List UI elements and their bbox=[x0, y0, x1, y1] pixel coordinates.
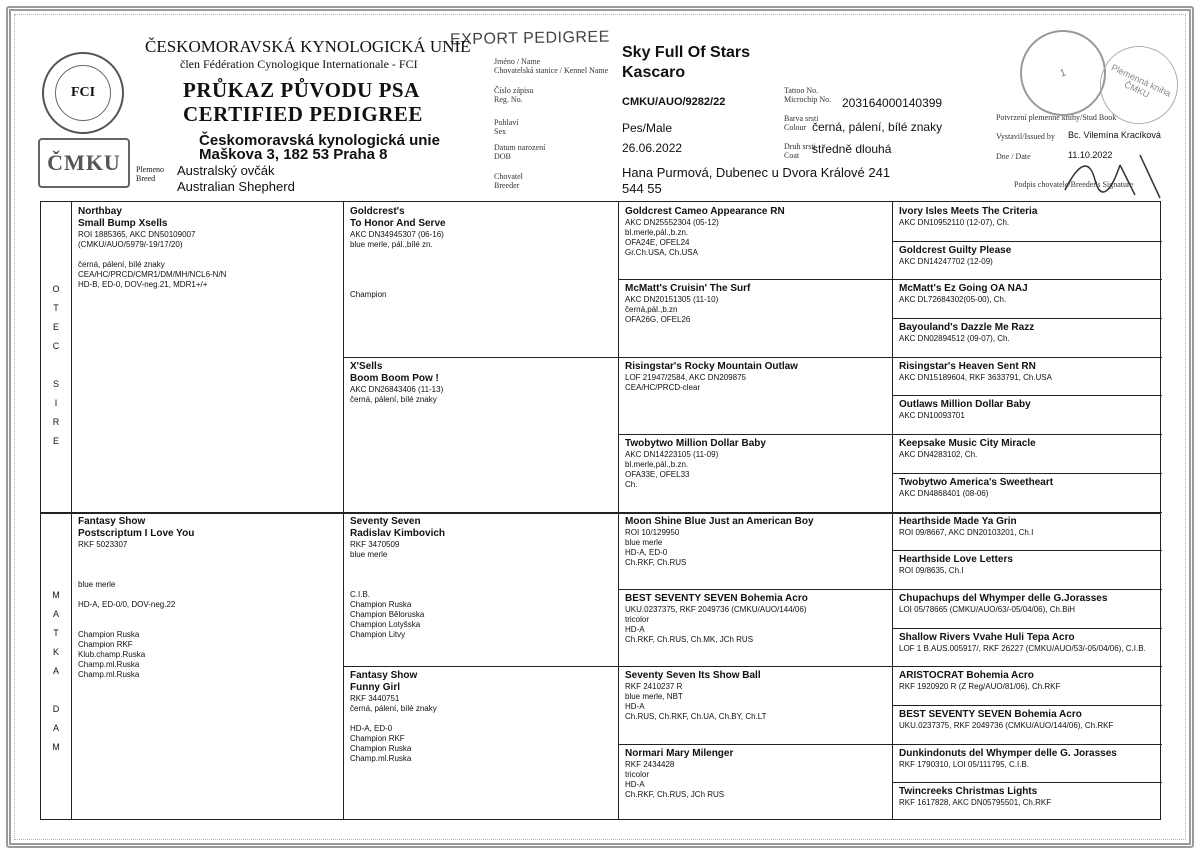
ancestor-name: Shallow Rivers Vvahe Huli Tepa Acro bbox=[899, 631, 1075, 643]
ancestor-detail: RKF 1617828, AKC DN05795501, Ch.RKF bbox=[899, 798, 1052, 808]
side-letter: C bbox=[52, 341, 60, 351]
ancestor-name: Ivory Isles Meets The Criteria bbox=[899, 206, 1038, 217]
ancestor-detail: AKC DN14247702 (12-09) bbox=[899, 256, 993, 266]
ancestor-detail: blue merle bbox=[78, 579, 116, 589]
ancestor-detail: C.I.B. bbox=[350, 589, 371, 599]
ancestor-detail: LOF 21947/2584, AKC DN209875 bbox=[625, 372, 746, 382]
ancestor-detail: ROI 09/8635, Ch.I bbox=[899, 566, 964, 576]
pedigree-cell-gen4 bbox=[893, 589, 1162, 628]
row-divider bbox=[892, 434, 1162, 435]
pedigree-cell-gen2 bbox=[344, 202, 618, 357]
ancestor-detail: RKF 3440751 bbox=[350, 694, 400, 704]
breed-english: Australian Shepherd bbox=[177, 179, 295, 194]
ancestor-detail bbox=[350, 570, 612, 580]
ancestor-detail bbox=[350, 580, 612, 590]
pedigree-cell-gen4 bbox=[893, 512, 1162, 551]
side-letter: I bbox=[54, 398, 58, 408]
ancestor-detail: HD-A, ED-0/0, DOV-neg.22 bbox=[78, 599, 176, 609]
ancestor-name: X'Sells bbox=[350, 360, 383, 372]
ancestor-detail: blue merle bbox=[350, 549, 388, 559]
dog-dob: 26.06.2022 bbox=[622, 141, 683, 155]
pedigree-cell-gen3 bbox=[619, 512, 892, 589]
ancestor-detail: ROI 09/8667, AKC DN20103201, Ch.I bbox=[899, 527, 1034, 537]
ancestor-detail: Champ.ml.Ruska bbox=[350, 754, 412, 764]
reg-number: CMKU/AUO/9282/22 bbox=[622, 96, 726, 108]
side-letter: M bbox=[52, 742, 60, 752]
ancestor-name: Twobytwo Million Dollar Baby bbox=[625, 438, 766, 450]
ancestor-detail: černá, pálení, bílé znaky bbox=[78, 260, 165, 269]
ancestor-detail: UKU.0237375, RKF 2049736 (CMKU/AUO/144/06), Ch.RKF bbox=[899, 720, 1114, 730]
pedigree-cell-gen3 bbox=[619, 666, 892, 743]
ancestor-detail bbox=[350, 260, 612, 270]
side-letter: T bbox=[53, 628, 59, 638]
ancestor-detail: černá, pálení, bílé znaky bbox=[350, 394, 437, 404]
ancestor-name: Seventy Seven bbox=[350, 515, 421, 527]
ancestor-detail: ROI 1885365, AKC DN50109007 bbox=[78, 230, 196, 239]
ancestor-name: Dunkindonuts del Whymper delle G. Jorasses bbox=[899, 747, 1117, 759]
ancestor-name: Hearthside Made Ya Grin bbox=[899, 515, 1017, 527]
ancestor-detail: AKC DN4868401 (08-06) bbox=[899, 488, 989, 498]
dob-label: Datum narození DOB bbox=[494, 143, 546, 161]
ancestor-detail: černá, pálení, bílé znaky bbox=[350, 704, 437, 714]
ancestor-detail bbox=[78, 250, 337, 260]
breeder-postcode: 544 55 bbox=[622, 181, 662, 196]
pedigree-cell-gen4 bbox=[893, 279, 1162, 318]
ancestor-name: Northbay bbox=[78, 206, 122, 217]
ancestor-detail: AKC DN34945307 (06-16) bbox=[350, 230, 444, 239]
pedigree-cell-gen4 bbox=[893, 628, 1162, 667]
ancestor-detail: AKC DN26843406 (11-13) bbox=[350, 384, 444, 394]
ancestor-name: BEST SEVENTY SEVEN Bohemia Acro bbox=[899, 708, 1082, 720]
side-letter: A bbox=[52, 723, 59, 733]
dog-kennel: Kascaro bbox=[622, 64, 686, 81]
ancestor-detail: Champion Běloruska bbox=[350, 609, 425, 619]
ancestor-detail: LOI 05/78665 (CMKU/AUO/63/-05/04/06), Ch.BiH bbox=[899, 604, 1076, 614]
ancestor-detail bbox=[78, 550, 337, 560]
pedigree-cell-gen1 bbox=[72, 202, 343, 512]
pedigree-cell-gen3 bbox=[619, 434, 892, 511]
side-letter: A bbox=[52, 666, 59, 676]
ancestor-detail: HD-A bbox=[625, 624, 645, 634]
row-divider bbox=[892, 705, 1162, 706]
side-letter: O bbox=[52, 284, 60, 294]
ancestor-detail: HD-A bbox=[625, 702, 645, 712]
ancestor-detail: Champion Litvy bbox=[350, 629, 406, 639]
ancestor-detail: RKF 5023307 bbox=[78, 539, 128, 549]
ancestor-name: ARISTOCRAT Bohemia Acro bbox=[899, 670, 1034, 682]
export-pedigree-label: EXPORT PEDIGREE bbox=[449, 28, 610, 49]
side-letter: T bbox=[53, 303, 59, 313]
signature bbox=[1060, 150, 1170, 200]
ancestor-name: Risingstar's Heaven Sent RN bbox=[899, 360, 1036, 372]
logo-area bbox=[38, 52, 130, 188]
ancestor-detail: Champion bbox=[350, 290, 387, 299]
ancestor-detail bbox=[350, 560, 612, 570]
ancestor-name: Hearthside Love Letters bbox=[899, 554, 1013, 566]
ancestor-detail: Champ.ml.Ruska bbox=[78, 669, 140, 679]
ancestor-name: Goldcrest's bbox=[350, 206, 405, 217]
microchip-label: Tattoo No. Microchip No. bbox=[784, 86, 832, 104]
ancestor-detail: Champion RKF bbox=[350, 734, 405, 744]
side-letter: M bbox=[52, 590, 60, 600]
ancestor-detail bbox=[78, 560, 337, 570]
pedigree-cell-gen4 bbox=[893, 202, 1162, 241]
name-label: Jméno / Name Chovatelská stanice / Kennel Name bbox=[494, 57, 609, 75]
pedigree-cell-gen4 bbox=[893, 434, 1162, 473]
cmku-logo: ČMKU bbox=[38, 138, 130, 188]
pedigree-cell-gen2 bbox=[344, 512, 618, 667]
ancestor-name: Twincreeks Christmas Lights bbox=[899, 786, 1038, 798]
dog-colour: černá, pálení, bílé znaky bbox=[812, 120, 943, 134]
ancestor-detail: (CMKU/AUO/5979/-19/17/20) bbox=[78, 240, 183, 249]
pedigree-cell-gen4 bbox=[893, 395, 1162, 434]
stamp-number: 1 bbox=[1058, 66, 1068, 80]
ancestor-detail: AKC DN10093701 bbox=[899, 411, 965, 421]
ancestor-detail: Gr.Ch.USA, Ch.USA bbox=[625, 248, 698, 257]
issued-by-label: Vystavil/Issued by bbox=[996, 132, 1055, 141]
pedigree-cell-gen2 bbox=[344, 357, 618, 512]
ancestor-detail bbox=[350, 250, 612, 260]
ancestor-detail bbox=[350, 714, 612, 724]
stud-book-stamp: Plemenná kniha ČMKU bbox=[1087, 33, 1191, 137]
ancestor-detail: blue merle, NBT bbox=[625, 692, 683, 702]
coat-label: Druh srsti Coat bbox=[784, 142, 816, 160]
ancestor-name: Twobytwo America's Sweetheart bbox=[899, 476, 1054, 488]
ancestor-detail: tricolor bbox=[625, 769, 650, 779]
pedigree-cell-gen4 bbox=[893, 666, 1162, 705]
row-divider bbox=[892, 744, 1162, 745]
side-letter: K bbox=[52, 647, 59, 657]
ancestor-detail: blue merle bbox=[625, 537, 663, 547]
colour-label: Barva srsti Colour bbox=[784, 114, 819, 132]
ancestor-detail: LOF 1 B.AUS.005917/, RKF 26227 (CMKU/AUO/53/-05/04/06), C.I.B. bbox=[899, 643, 1146, 653]
breeder-label: Chovatel Breeder bbox=[494, 172, 523, 190]
date-label: Dne / Date bbox=[996, 152, 1031, 161]
ancestor-detail: CEA/HC/PRCD/CMR1/DM/MH/NCL6-N/N bbox=[78, 270, 227, 279]
pedigree-cell-gen1 bbox=[72, 512, 343, 822]
pedigree-table bbox=[40, 201, 1161, 820]
ancestor-detail: AKC DN20151305 (11-10) bbox=[625, 295, 719, 305]
ancestor-detail: RKF 1790310, LOI 05/111795, C.I.B. bbox=[899, 759, 1030, 769]
ancestor-detail: Champion Ruska bbox=[350, 744, 412, 754]
row-divider bbox=[892, 628, 1162, 629]
ancestor-detail: AKC DN15189604, RKF 3633791, Ch.USA bbox=[899, 372, 1052, 382]
row-divider bbox=[892, 473, 1162, 474]
ancestor-name: Funny Girl bbox=[350, 682, 400, 694]
pedigree-cell-gen4 bbox=[893, 241, 1162, 280]
ancestor-detail: OFA24E, OFEL24 bbox=[625, 238, 690, 247]
side-letter: A bbox=[52, 609, 59, 619]
ancestor-detail: HD-A, ED-0 bbox=[350, 724, 393, 734]
ancestor-detail: Ch.RKF, Ch.RUS bbox=[625, 557, 687, 567]
ancestor-detail: Ch.RKF, Ch.RUS, JCh RUS bbox=[625, 789, 725, 799]
ancestor-name: Small Bump Xsells bbox=[78, 218, 168, 229]
row-divider bbox=[892, 782, 1162, 783]
row-divider bbox=[892, 241, 1162, 242]
microchip-number: 203164000140399 bbox=[842, 96, 943, 110]
ancestor-detail: UKU.0237375, RKF 2049736 (CMKU/AUO/144/06) bbox=[625, 604, 807, 614]
ancestor-detail: AKC DN02894512 (09-07), Ch. bbox=[899, 334, 1010, 344]
pedigree-cell-gen2 bbox=[344, 666, 618, 821]
ancestor-detail: HD-A bbox=[625, 779, 645, 789]
row-divider bbox=[892, 357, 1162, 358]
ancestor-name: McMatt's Ez Going OA NAJ bbox=[899, 283, 1028, 295]
ancestor-detail: blue merle, pál.,bílé zn. bbox=[350, 240, 433, 249]
ancestor-name: Moon Shine Blue Just an American Boy bbox=[625, 515, 814, 527]
row-divider bbox=[892, 589, 1162, 590]
breeder-address: Hana Purmová, Dubenec u Dvora Králové 241 bbox=[622, 165, 891, 180]
ancestor-name: Bayouland's Dazzle Me Razz bbox=[899, 322, 1035, 334]
org-address: Maškova 3, 182 53 Praha 8 bbox=[199, 146, 388, 163]
ancestor-name: Outlaws Million Dollar Baby bbox=[899, 399, 1031, 411]
ancestor-detail: Champion Ruska bbox=[78, 629, 140, 639]
ancestor-name: Fantasy Show bbox=[78, 515, 146, 527]
ancestor-detail bbox=[78, 590, 337, 600]
ancestor-name: McMatt's Cruisin' The Surf bbox=[625, 283, 751, 295]
reg-label: Číslo zápisu Reg. No. bbox=[494, 86, 534, 104]
issue-date: 11.10.2022 bbox=[1068, 150, 1113, 160]
ancestor-detail: Ch.RUS, Ch.RKF, Ch.UA, Ch.BY, Ch.LT bbox=[625, 712, 767, 722]
org-fci-member: člen Fédération Cynologique Internationale - FCI bbox=[180, 57, 418, 71]
dog-sex: Pes/Male bbox=[622, 121, 673, 135]
stud-book-label: Potvrzení plemenné knihy/Stud Book bbox=[996, 113, 1117, 122]
ancestor-name: Boom Boom Pow ! bbox=[350, 372, 439, 384]
ancestor-detail: RKF 2434428 bbox=[625, 759, 675, 769]
ancestor-detail: HD-B, ED-0, DOV-neg.21, MDR1+/+ bbox=[78, 280, 208, 289]
ancestor-detail bbox=[78, 620, 337, 630]
org-name: Českomoravská kynologická unie bbox=[199, 132, 440, 149]
ancestor-name: Seventy Seven Its Show Ball bbox=[625, 670, 761, 682]
pedigree-cell-gen3 bbox=[619, 357, 892, 434]
breed-label: Plemeno Breed bbox=[136, 165, 164, 183]
ancestor-detail bbox=[350, 270, 612, 280]
ancestor-detail bbox=[78, 610, 337, 620]
ancestor-detail: AKC DN14223105 (11-09) bbox=[625, 450, 719, 460]
ancestor-name: Normari Mary Milenger bbox=[625, 747, 734, 759]
org-title: ČESKOMORAVSKÁ KYNOLOGICKÁ UNIE bbox=[145, 37, 471, 56]
ancestor-detail: OFA26G, OFEL26 bbox=[625, 315, 691, 325]
ancestor-detail: AKC DN25552304 (05-12) bbox=[625, 218, 719, 227]
side-letter: E bbox=[52, 436, 59, 446]
ancestor-detail: bl.merle,pál.,b.zn. bbox=[625, 228, 689, 237]
ancestor-detail: Ch.RKF, Ch.RUS, Ch.MK, JCh RUS bbox=[625, 634, 754, 644]
row-divider bbox=[892, 512, 1162, 513]
side-letter: R bbox=[52, 417, 60, 427]
ancestor-detail: Champion Lotyšska bbox=[350, 619, 421, 629]
ancestor-detail: HD-A, ED-0 bbox=[625, 547, 668, 557]
ancestor-name: To Honor And Serve bbox=[350, 218, 446, 229]
ancestor-name: Keepsake Music City Miracle bbox=[899, 438, 1036, 450]
ancestor-name: Goldcrest Guilty Please bbox=[899, 244, 1012, 256]
dog-coat: středně dlouhá bbox=[812, 142, 892, 156]
row-divider bbox=[892, 279, 1162, 280]
ancestor-name: Chupachups del Whymper delle G.Jorasses bbox=[899, 592, 1108, 604]
ancestor-detail: Ch. bbox=[625, 480, 638, 490]
ancestor-detail: Champion RKF bbox=[78, 639, 133, 649]
ancestor-name: Goldcrest Cameo Appearance RN bbox=[625, 206, 785, 217]
ancestor-detail: tricolor bbox=[625, 614, 650, 624]
signature-label: Podpis chovatele/Breeder's Signature bbox=[1014, 180, 1134, 189]
ancestor-detail: OFA33E, OFEL33 bbox=[625, 470, 690, 480]
pedigree-cell-gen4 bbox=[893, 357, 1162, 396]
row-divider bbox=[892, 395, 1162, 396]
pedigree-cell-gen3 bbox=[619, 744, 892, 821]
pedigree-cell-gen3 bbox=[619, 589, 892, 666]
ancestor-name: Fantasy Show bbox=[350, 670, 418, 682]
ancestor-name: Postscriptum I Love You bbox=[78, 527, 195, 539]
title-czech: PRŮKAZ PŮVODU PSA bbox=[183, 78, 420, 102]
ancestor-detail: CEA/HC/PRCD-clear bbox=[625, 382, 701, 392]
ancestor-detail: AKC DN10952110 (12-07), Ch. bbox=[899, 218, 1010, 227]
sex-label: Pohlaví Sex bbox=[494, 118, 519, 136]
ancestor-name: Radislav Kimbovich bbox=[350, 527, 446, 539]
ancestor-detail: AKC DN4283102, Ch. bbox=[899, 450, 978, 460]
ancestor-detail bbox=[78, 570, 337, 580]
ancestor-detail: RKF 3470509 bbox=[350, 539, 400, 549]
ancestor-detail: Champion Ruska bbox=[350, 599, 412, 609]
title-english: CERTIFIED PEDIGREE bbox=[183, 102, 423, 126]
issued-by: Bc. Vilemína Kracíková bbox=[1068, 130, 1161, 140]
ancestor-detail: Klub.champ.Ruska bbox=[78, 649, 146, 659]
ancestor-detail: RKF 2410237 R bbox=[625, 682, 683, 692]
pedigree-cell-gen4 bbox=[893, 473, 1162, 512]
dog-name: Sky Full Of Stars bbox=[622, 44, 751, 61]
side-letter: S bbox=[52, 379, 59, 389]
row-divider bbox=[892, 318, 1162, 319]
breed-czech: Australský ovčák bbox=[177, 163, 275, 178]
ancestor-detail: bl.merle,pál.,b.zn. bbox=[625, 460, 689, 470]
fci-logo-text: FCI bbox=[55, 65, 111, 121]
ancestor-detail: ROI 10/129950 bbox=[625, 527, 680, 537]
pedigree-cell-gen4 bbox=[893, 782, 1162, 821]
ancestor-detail bbox=[350, 280, 612, 290]
side-letter: E bbox=[52, 322, 59, 332]
ancestor-detail: AKC DL72684302(05-00), Ch. bbox=[899, 295, 1007, 305]
ancestor-detail: RKF 1920920 R (Z Reg/AUO/81/06), Ch.RKF bbox=[899, 682, 1061, 692]
pedigree-cell-gen4 bbox=[893, 550, 1162, 589]
pedigree-cell-gen4 bbox=[893, 318, 1162, 357]
row-divider bbox=[892, 550, 1162, 551]
pedigree-cell-gen3 bbox=[619, 279, 892, 356]
ancestor-detail: černá,pál.,b.zn bbox=[625, 305, 678, 315]
fci-logo bbox=[42, 52, 124, 134]
side-letter: D bbox=[52, 704, 60, 714]
row-divider bbox=[892, 666, 1162, 667]
pedigree-cell-gen4 bbox=[893, 705, 1162, 744]
pedigree-cell-gen3 bbox=[619, 202, 892, 279]
pedigree-cell-gen4 bbox=[893, 744, 1162, 783]
ancestor-detail: Champ.ml.Ruska bbox=[78, 659, 140, 669]
ancestor-name: BEST SEVENTY SEVEN Bohemia Acro bbox=[625, 592, 808, 604]
ancestor-name: Risingstar's Rocky Mountain Outlaw bbox=[625, 360, 798, 372]
